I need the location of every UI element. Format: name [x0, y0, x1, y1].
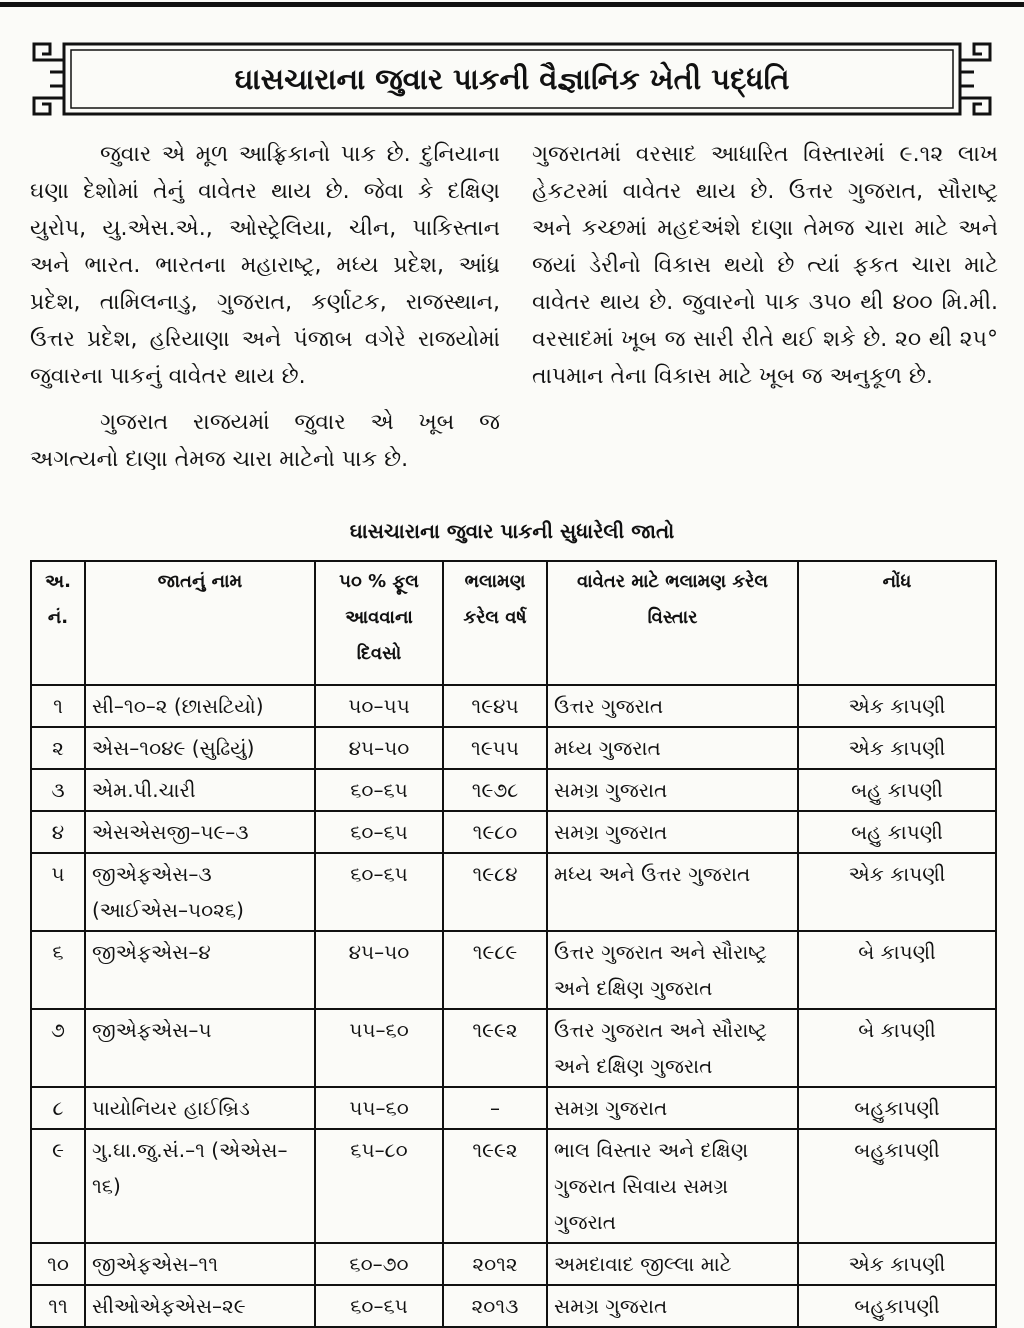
- cell-no: ૩: [31, 769, 85, 811]
- cell-region: મધ્ય અને ઉત્તર ગુજરાત: [547, 853, 798, 931]
- header-recommended-year: ભલામણ કરેલ વર્ષ: [443, 561, 547, 685]
- cell-days: ૬૦–૭૦: [315, 1243, 443, 1285]
- table-row: [31, 1129, 996, 1243]
- intro-paragraph-2: ગુજરાત રાજયમાં જુવાર એ ખૂબ જ અગત્યનો દાણા તેમજ ચારા માટેનો પાક છે.: [30, 410, 500, 472]
- header-serial-no: અ. નં.: [31, 561, 85, 685]
- cell-year: ૧૯૮૦: [443, 811, 547, 853]
- title-banner: [30, 38, 994, 120]
- cell-no: ૯: [31, 1129, 85, 1243]
- cell-region: સમગ્ર ગુજરાત: [547, 1285, 798, 1327]
- cell-days: ૬૦–૬૫: [315, 1285, 443, 1327]
- cell-note: બહુ કાપણી: [798, 811, 996, 853]
- cell-name: સીઓએફએસ–૨૯: [85, 1285, 315, 1327]
- cell-no: ૪: [31, 811, 85, 853]
- cell-region: અમદાવાદ જીલ્લા માટે: [547, 1243, 798, 1285]
- table-row: [31, 1087, 996, 1129]
- cell-year: ૨૦૧૨: [443, 1243, 547, 1285]
- varieties-table: [30, 560, 997, 1328]
- cell-no: ૧: [31, 685, 85, 727]
- cell-year: ૧૯૫૫: [443, 727, 547, 769]
- cell-no: ૮: [31, 1087, 85, 1129]
- cell-note: બે કાપણી: [798, 931, 996, 1009]
- cell-days: ૬૫–૮૦: [315, 1129, 443, 1243]
- cell-days: ૫૫–૬૦: [315, 1087, 443, 1129]
- page-title: ઘાસચારાના જુવાર પાકની વૈજ્ઞાનિક ખેતી પદ્ધતિ: [234, 62, 790, 96]
- intro-column-left: [30, 136, 500, 478]
- cell-region: સમગ્ર ગુજરાત: [547, 769, 798, 811]
- cell-year: ૧૯૭૮: [443, 769, 547, 811]
- cell-region: મધ્ય ગુજરાત: [547, 727, 798, 769]
- cell-name: પાયોનિયર હાઈબ્રિડ: [85, 1087, 315, 1129]
- cell-year: –: [443, 1087, 547, 1129]
- header-note: નોંધ: [798, 561, 996, 685]
- top-rule: [0, 2, 1024, 7]
- cell-no: ૬: [31, 931, 85, 1009]
- cell-note: બે કાપણી: [798, 1009, 996, 1087]
- cell-region: ઉત્તર ગુજરાત અને સૌરાષ્ટ્ર અને દક્ષિણ ગુજરાત: [547, 1009, 798, 1087]
- cell-region: સમગ્ર ગુજરાત: [547, 1087, 798, 1129]
- cell-year: ૧૯૮૪: [443, 853, 547, 931]
- cell-name: સી–૧૦–૨ (છાસટિયો): [85, 685, 315, 727]
- cell-days: ૬૦–૬૫: [315, 769, 443, 811]
- cell-days: ૬૦–૬૫: [315, 811, 443, 853]
- cell-note: એક કાપણી: [798, 1243, 996, 1285]
- cell-region: ઉત્તર ગુજરાત: [547, 685, 798, 727]
- cell-no: ૨: [31, 727, 85, 769]
- cell-name: જીએફએસ–૧૧: [85, 1243, 315, 1285]
- table-row: [31, 727, 996, 769]
- cell-note: બહુકાપણી: [798, 1087, 996, 1129]
- cell-name: જીએફએસ–૫: [85, 1009, 315, 1087]
- table-row: [31, 1285, 996, 1327]
- table-row: [31, 853, 996, 931]
- cell-name: એસ–૧૦૪૯ (સુઢિયું): [85, 727, 315, 769]
- cell-region: ભાલ વિસ્તાર અને દક્ષિણ ગુજરાત સિવાય સમગ્ર ગુજરાત: [547, 1129, 798, 1243]
- cell-year: ૧૯૪૫: [443, 685, 547, 727]
- table-row: [31, 1009, 996, 1087]
- cell-days: ૫૦–૫૫: [315, 685, 443, 727]
- table-row: [31, 811, 996, 853]
- cell-days: ૬૦–૬૫: [315, 853, 443, 931]
- cell-no: ૧૧: [31, 1285, 85, 1327]
- table-title: ઘાસચારાના જુવાર પાકની સુધારેલી જાતો: [349, 519, 675, 543]
- cell-region: સમગ્ર ગુજરાત: [547, 811, 798, 853]
- header-flowering-days: ૫૦ % ફૂલ આવવાના દિવસો: [315, 561, 443, 685]
- cell-note: એક કાપણી: [798, 727, 996, 769]
- cell-year: ૧૯૯૨: [443, 1009, 547, 1087]
- cell-note: બહુકાપણી: [798, 1285, 996, 1327]
- table-header-row: [31, 561, 996, 685]
- intro-paragraph-3: ગુજરાતમાં વરસાદ આધારિત વિસ્તારમાં ૯.૧૨ લાખ હેકટરમાં વાવેતર થાય છે. ઉત્તર ગુજરાત, સૌરાષ્ટ્ર અને કચ્છમાં મહદઅંશે દાણા તેમજ ચારા માટે અને જયાં ડેરીનો વિકાસ થયો છે ત્યાં ફકત ચારા માટે વાવેતર થાય છે. જુવારનો પાક ૩૫૦ થી ૪૦૦ મિ.મી. વરસાદમાં ખૂબ જ સારી રીતે થઈ શકે છે. ૨૦ થી ૨૫° તાપમાન તેના વિકાસ માટે ખૂબ જ અનુકૂળ છે.: [532, 142, 998, 389]
- cell-no: ૫: [31, 853, 85, 931]
- cell-name: એમ.પી.ચારી: [85, 769, 315, 811]
- cell-no: ૧૦: [31, 1243, 85, 1285]
- table-row: [31, 769, 996, 811]
- table-row: [31, 1243, 996, 1285]
- cell-days: ૪૫–૫૦: [315, 727, 443, 769]
- table-row: [31, 931, 996, 1009]
- cell-name: જીએફએસ–૩ (આઈએસ–૫૦૨૬): [85, 853, 315, 931]
- intro-column-right: [532, 136, 998, 395]
- cell-note: બહુ કાપણી: [798, 769, 996, 811]
- cell-year: ૨૦૧૩: [443, 1285, 547, 1327]
- cell-note: બહુકાપણી: [798, 1129, 996, 1243]
- header-variety-name: જાતનું નામ: [85, 561, 315, 685]
- cell-region: ઉત્તર ગુજરાત અને સૌરાષ્ટ્ર અને દક્ષિણ ગુજરાત: [547, 931, 798, 1009]
- cell-note: એક કાપણી: [798, 685, 996, 727]
- cell-note: એક કાપણી: [798, 853, 996, 931]
- cell-year: ૧૯૮૯: [443, 931, 547, 1009]
- cell-year: ૧૯૯૨: [443, 1129, 547, 1243]
- cell-name: એસએસજી–૫૯–૩: [85, 811, 315, 853]
- cell-name: જીએફએસ–૪: [85, 931, 315, 1009]
- cell-days: ૫૫–૬૦: [315, 1009, 443, 1087]
- header-recommended-region: વાવેતર માટે ભલામણ કરેલ વિસ્તાર: [547, 561, 798, 685]
- cell-days: ૪૫–૫૦: [315, 931, 443, 1009]
- cell-name: ગુ.ઘા.જુ.સં.–૧ (એએસ–૧૬): [85, 1129, 315, 1243]
- intro-paragraph-1: જુવાર એ મૂળ આફ્રિકાનો પાક છે. દુનિયાના ઘણા દેશોમાં તેનું વાવેતર થાય છે. જેવા કે દક્ષિણ યુરોપ, યુ.એસ.એ., ઓસ્ટ્રેલિયા, ચીન, પાકિસ્તાન અને ભારત. ભારતના મહારાષ્ટ્ર, મધ્ય પ્રદેશ, આંધ્ર પ્રદેશ, તામિલનાડુ, ગુજરાત, કર્ણાટક, રાજસ્થાન, ઉત્તર પ્રદેશ, હરિયાણા અને પંજાબ વગેરે રાજયોમાં જુવારના પાકનું વાવેતર થાય છે.: [30, 142, 500, 389]
- table-row: [31, 685, 996, 727]
- cell-no: ૭: [31, 1009, 85, 1087]
